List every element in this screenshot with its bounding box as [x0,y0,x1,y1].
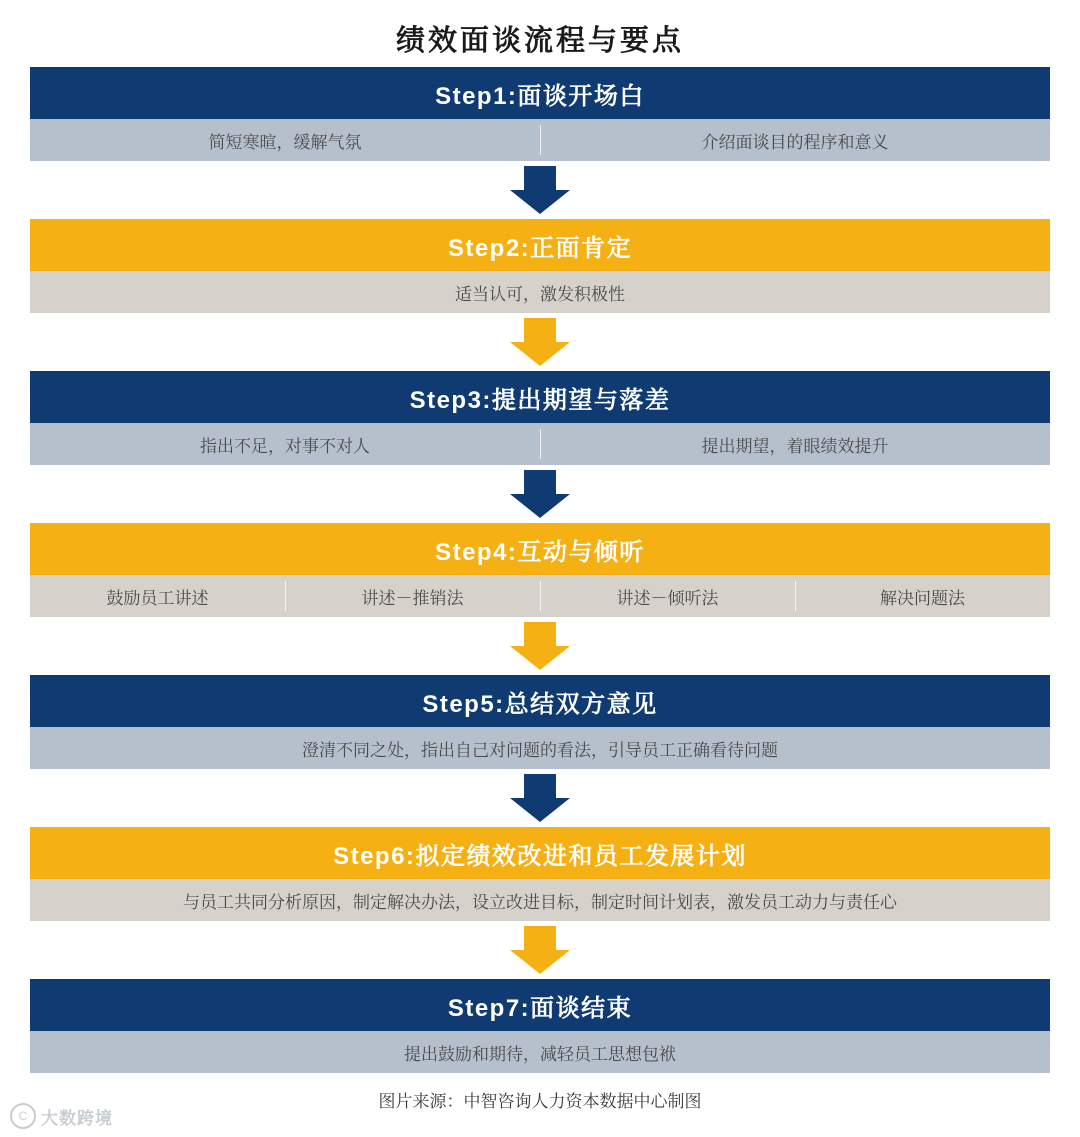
step-block-2 [30,219,1050,313]
down-arrow-icon [510,318,570,366]
step-item-4-1: 鼓励员工讲述 [106,588,209,608]
step-block-6 [30,827,1050,921]
step-header-3: Step3:提出期望与落差 [30,371,1050,423]
step-header-4: Step4:互动与倾听 [30,523,1050,575]
step-header-7: Step7:面谈结束 [30,979,1050,1031]
step-block-7 [30,979,1050,1073]
step-item-1-2: 介绍面谈目的程序和意义 [540,119,1050,161]
step-item-3-1: 指出不足，对事不对人 [200,436,370,456]
step-item-4-3: 讲述－倾听法 [540,575,795,617]
step-body-4 [30,575,1050,617]
watermark-logo-icon: C [10,1103,36,1129]
step-header-1: Step1:面谈开场白 [30,67,1050,119]
down-arrow-icon [510,166,570,214]
arrow-3 [30,465,1050,523]
step-body-1 [30,119,1050,161]
watermark [10,1103,113,1129]
step-body-2 [30,271,1050,313]
down-arrow-icon [510,622,570,670]
arrow-1 [30,161,1050,219]
step-header-5: Step5:总结双方意见 [30,675,1050,727]
source-caption: 图片来源：中智咨询人力资本数据中心制图 [378,1092,702,1111]
step-block-3 [30,371,1050,465]
step-header-6: Step6:拟定绩效改进和员工发展计划 [30,827,1050,879]
down-arrow-icon [510,926,570,974]
page-title: 绩效面谈流程与要点 [395,25,684,57]
down-arrow-icon [510,774,570,822]
step-item-5-1: 澄清不同之处，指出自己对问题的看法，引导员工正确看待问题 [302,740,778,760]
step-body-5 [30,727,1050,769]
step-item-2-1: 适当认可，激发积极性 [455,284,625,304]
step-header-2: Step2:正面肯定 [30,219,1050,271]
step-item-4-2: 讲述－推销法 [285,575,540,617]
step-body-7 [30,1031,1050,1073]
step-item-7-1: 提出鼓励和期待，减轻员工思想包袱 [404,1044,676,1064]
step-body-3 [30,423,1050,465]
step-item-6-1: 与员工共同分析原因，制定解决办法，设立改进目标，制定时间计划表，激发员工动力与责任心 [183,892,897,912]
step-body-6 [30,879,1050,921]
watermark-text: 大数跨境 [41,1108,113,1128]
step-item-4-4: 解决问题法 [795,575,1050,617]
step-item-3-2: 提出期望，着眼绩效提升 [540,423,1050,465]
step-block-4 [30,523,1050,617]
step-block-5 [30,675,1050,769]
arrow-5 [30,769,1050,827]
step-block-1 [30,67,1050,161]
down-arrow-icon [510,470,570,518]
arrow-4 [30,617,1050,675]
step-item-1-1: 简短寒暄，缓解气氛 [208,132,362,152]
arrow-2 [30,313,1050,371]
flow-chart [30,67,1050,1073]
arrow-6 [30,921,1050,979]
